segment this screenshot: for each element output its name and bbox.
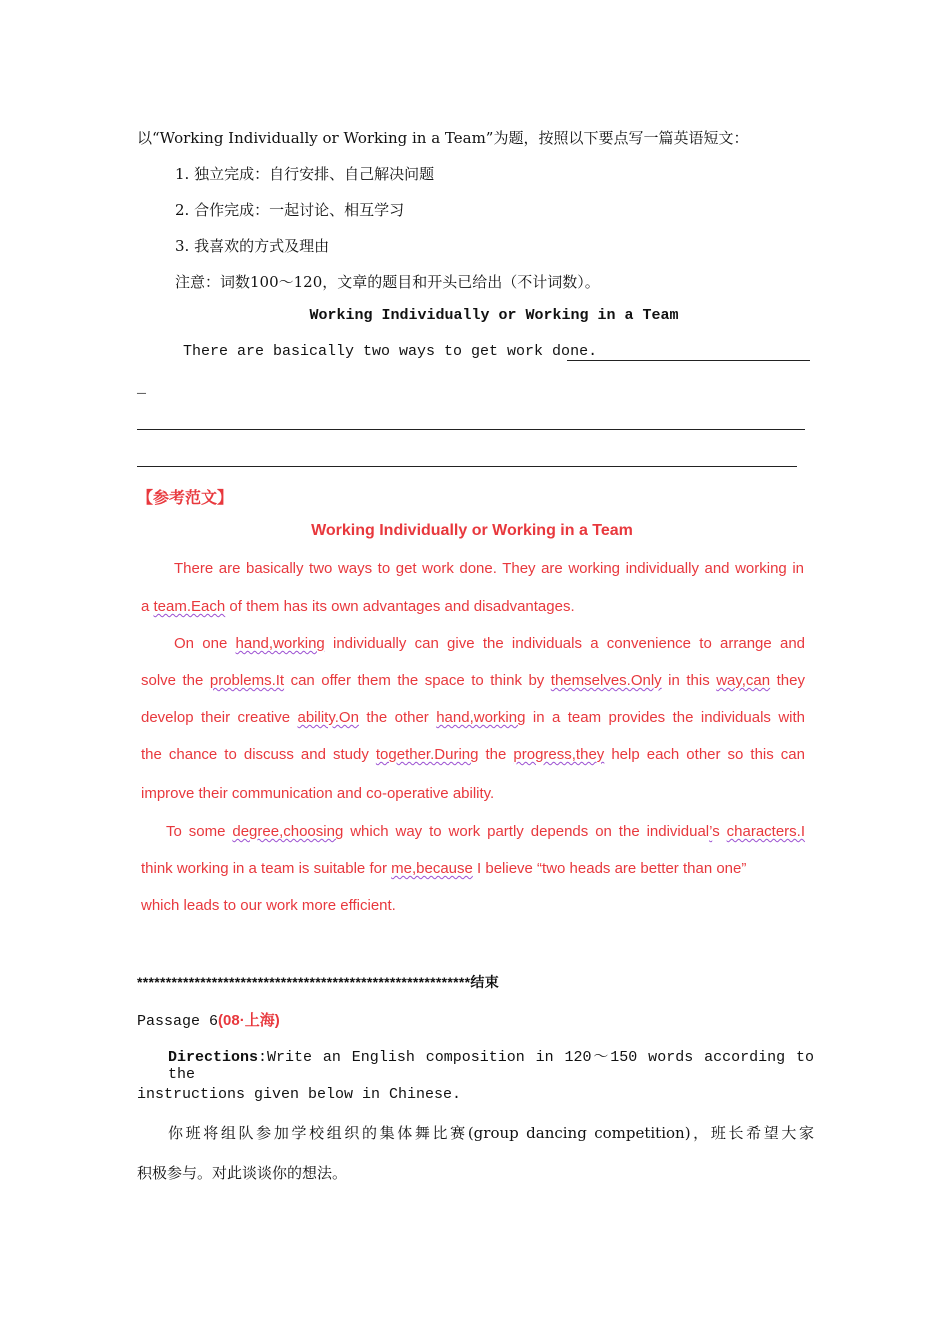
sample-text: On one xyxy=(174,635,236,652)
spellcheck-flagged-word: hand,working xyxy=(436,709,526,726)
sample-text: which way to work partly depends on the individual xyxy=(343,823,710,840)
end-divider xyxy=(137,972,499,992)
sample-text: individually can give the individuals a convenience to arrange and xyxy=(324,635,805,652)
sample-text: think working in a team is suitable for xyxy=(141,860,392,877)
sample-text: the other xyxy=(358,709,437,726)
sample-line xyxy=(141,746,805,763)
spellcheck-flagged-word: ’ xyxy=(709,823,713,840)
directions-text-1: :Write an English composition in 120～150 words according to the xyxy=(168,1049,814,1083)
spellcheck-flagged-word: progress,they xyxy=(513,746,605,763)
sample-line xyxy=(141,598,575,615)
task-point-3: 3. 我喜欢的方式及理由 xyxy=(175,237,330,255)
spellcheck-flagged-word: characters.I xyxy=(726,823,806,840)
spellcheck-flagged-word: way,can xyxy=(716,672,771,689)
sample-line xyxy=(141,672,805,689)
spellcheck-flagged-word: me,because xyxy=(391,860,473,877)
answer-line-1 xyxy=(567,360,810,361)
sample-line xyxy=(174,635,805,652)
spellcheck-flagged-word: together.During xyxy=(375,746,479,763)
sample-title: Working Individually or Working in a Team xyxy=(311,522,633,539)
directions-line-1 xyxy=(168,1045,814,1083)
sample-line xyxy=(141,897,396,914)
essay-title: Working Individually or Working in a Team xyxy=(309,307,679,324)
sample-line xyxy=(141,860,746,877)
sample-text: can offer them the space to think by xyxy=(284,672,551,689)
chinese-instruction-2: 积极参与。对此谈谈你的想法。 xyxy=(137,1164,348,1182)
sample-text: in this xyxy=(661,672,717,689)
sample-text: develop their creative xyxy=(141,709,298,726)
answer-dash: _ xyxy=(137,380,147,397)
sample-text: a xyxy=(141,598,154,615)
sample-line xyxy=(166,823,805,840)
sample-line xyxy=(174,560,804,577)
sample-text: help each other so this can xyxy=(604,746,805,763)
sample-text: s xyxy=(712,823,727,840)
passage-heading xyxy=(137,1009,280,1030)
task-note: 注意：词数100～120，文章的题目和开头已给出（不计词数）。 xyxy=(175,273,600,291)
passage-source: (08·上海) xyxy=(218,1012,280,1029)
spellcheck-flagged-word: degree,choosing xyxy=(232,823,344,840)
sample-text: To some xyxy=(166,823,233,840)
sample-text: they xyxy=(770,672,805,689)
passage-name: Passage 6 xyxy=(137,1013,219,1030)
task-point-1: 1. 独立完成：自行安排、自己解决问题 xyxy=(175,165,435,183)
spellcheck-flagged-word: ability.On xyxy=(297,709,359,726)
spellcheck-flagged-word: team.Each xyxy=(153,598,226,615)
sample-text: There are basically two ways to get work done. They are working individually and working in xyxy=(174,560,804,577)
sample-text: of them has its own advantages and disadvantages. xyxy=(225,598,575,615)
answer-line-3 xyxy=(137,466,797,467)
sample-text: the xyxy=(478,746,514,763)
sample-text: solve the xyxy=(141,672,210,689)
sample-line xyxy=(141,785,494,802)
spellcheck-flagged-word: themselves.Only xyxy=(550,672,662,689)
divider-end: 结束 xyxy=(470,974,500,990)
directions-label: Directions xyxy=(168,1049,259,1066)
sample-text: in a team provides the individuals with xyxy=(525,709,805,726)
directions-line-2: instructions given below in Chinese. xyxy=(137,1086,462,1103)
chinese-instruction-1 xyxy=(168,1122,814,1143)
chinese-instruction-1-text: 你班将组队参加学校组织的集体舞比赛(group dancing competition)，班长希望大家 xyxy=(168,1124,814,1142)
answer-line-2 xyxy=(137,429,805,430)
essay-opening: There are basically two ways to get work done. xyxy=(183,343,598,360)
sample-label: 【参考范文】 xyxy=(137,490,234,507)
task-prompt: 以“Working Individually or Working in a Team”为题，按照以下要点写一篇英语短文： xyxy=(137,129,749,147)
divider-stars: ********************************************************** xyxy=(137,974,471,990)
sample-text: improve their communication and co-operative ability. xyxy=(141,785,495,802)
sample-text: which leads to our work more efficient. xyxy=(141,897,396,914)
sample-text: the chance to discuss and study xyxy=(141,746,376,763)
sample-line xyxy=(141,709,805,726)
spellcheck-flagged-word: problems.It xyxy=(209,672,285,689)
task-point-2: 2. 合作完成：一起讨论、相互学习 xyxy=(175,201,405,219)
spellcheck-flagged-word: hand,working xyxy=(235,635,325,652)
sample-text: I believe “two heads are better than one” xyxy=(472,860,747,877)
